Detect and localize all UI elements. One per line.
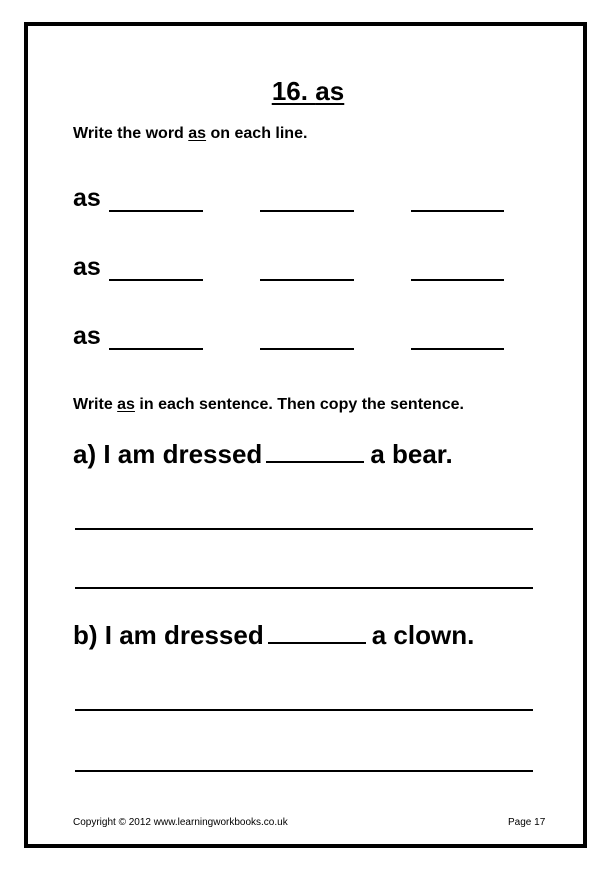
page-number: Page 17 [508,817,546,828]
copy-line[interactable] [75,770,533,772]
copy-line[interactable] [75,528,533,530]
writing-blank[interactable] [411,348,504,350]
sentence-b: b) I am dressed a clown. [73,620,475,650]
sentence-blank[interactable] [268,622,366,644]
practice-word-1: as [73,184,101,212]
instruction-sentence: Write as in each sentence. Then copy the sentence. [73,396,464,413]
writing-blank[interactable] [109,210,203,212]
writing-blank[interactable] [260,210,354,212]
sentence-blank[interactable] [266,441,364,463]
writing-blank[interactable] [109,348,203,350]
worksheet-title: 16. as [271,76,345,106]
practice-word-2: as [73,253,101,281]
practice-word-3: as [73,322,101,350]
copy-line[interactable] [75,587,533,589]
instruction-write-word: Write the word as on each line. [73,125,308,142]
writing-blank[interactable] [260,279,354,281]
copy-line[interactable] [75,709,533,711]
sentence-a: a) I am dressed a bear. [73,439,453,469]
writing-blank[interactable] [260,348,354,350]
page-border [24,22,587,848]
writing-blank[interactable] [109,279,203,281]
writing-blank[interactable] [411,210,504,212]
copyright-text: Copyright © 2012 www.learningworkbooks.co.uk [73,817,288,828]
writing-blank[interactable] [411,279,504,281]
